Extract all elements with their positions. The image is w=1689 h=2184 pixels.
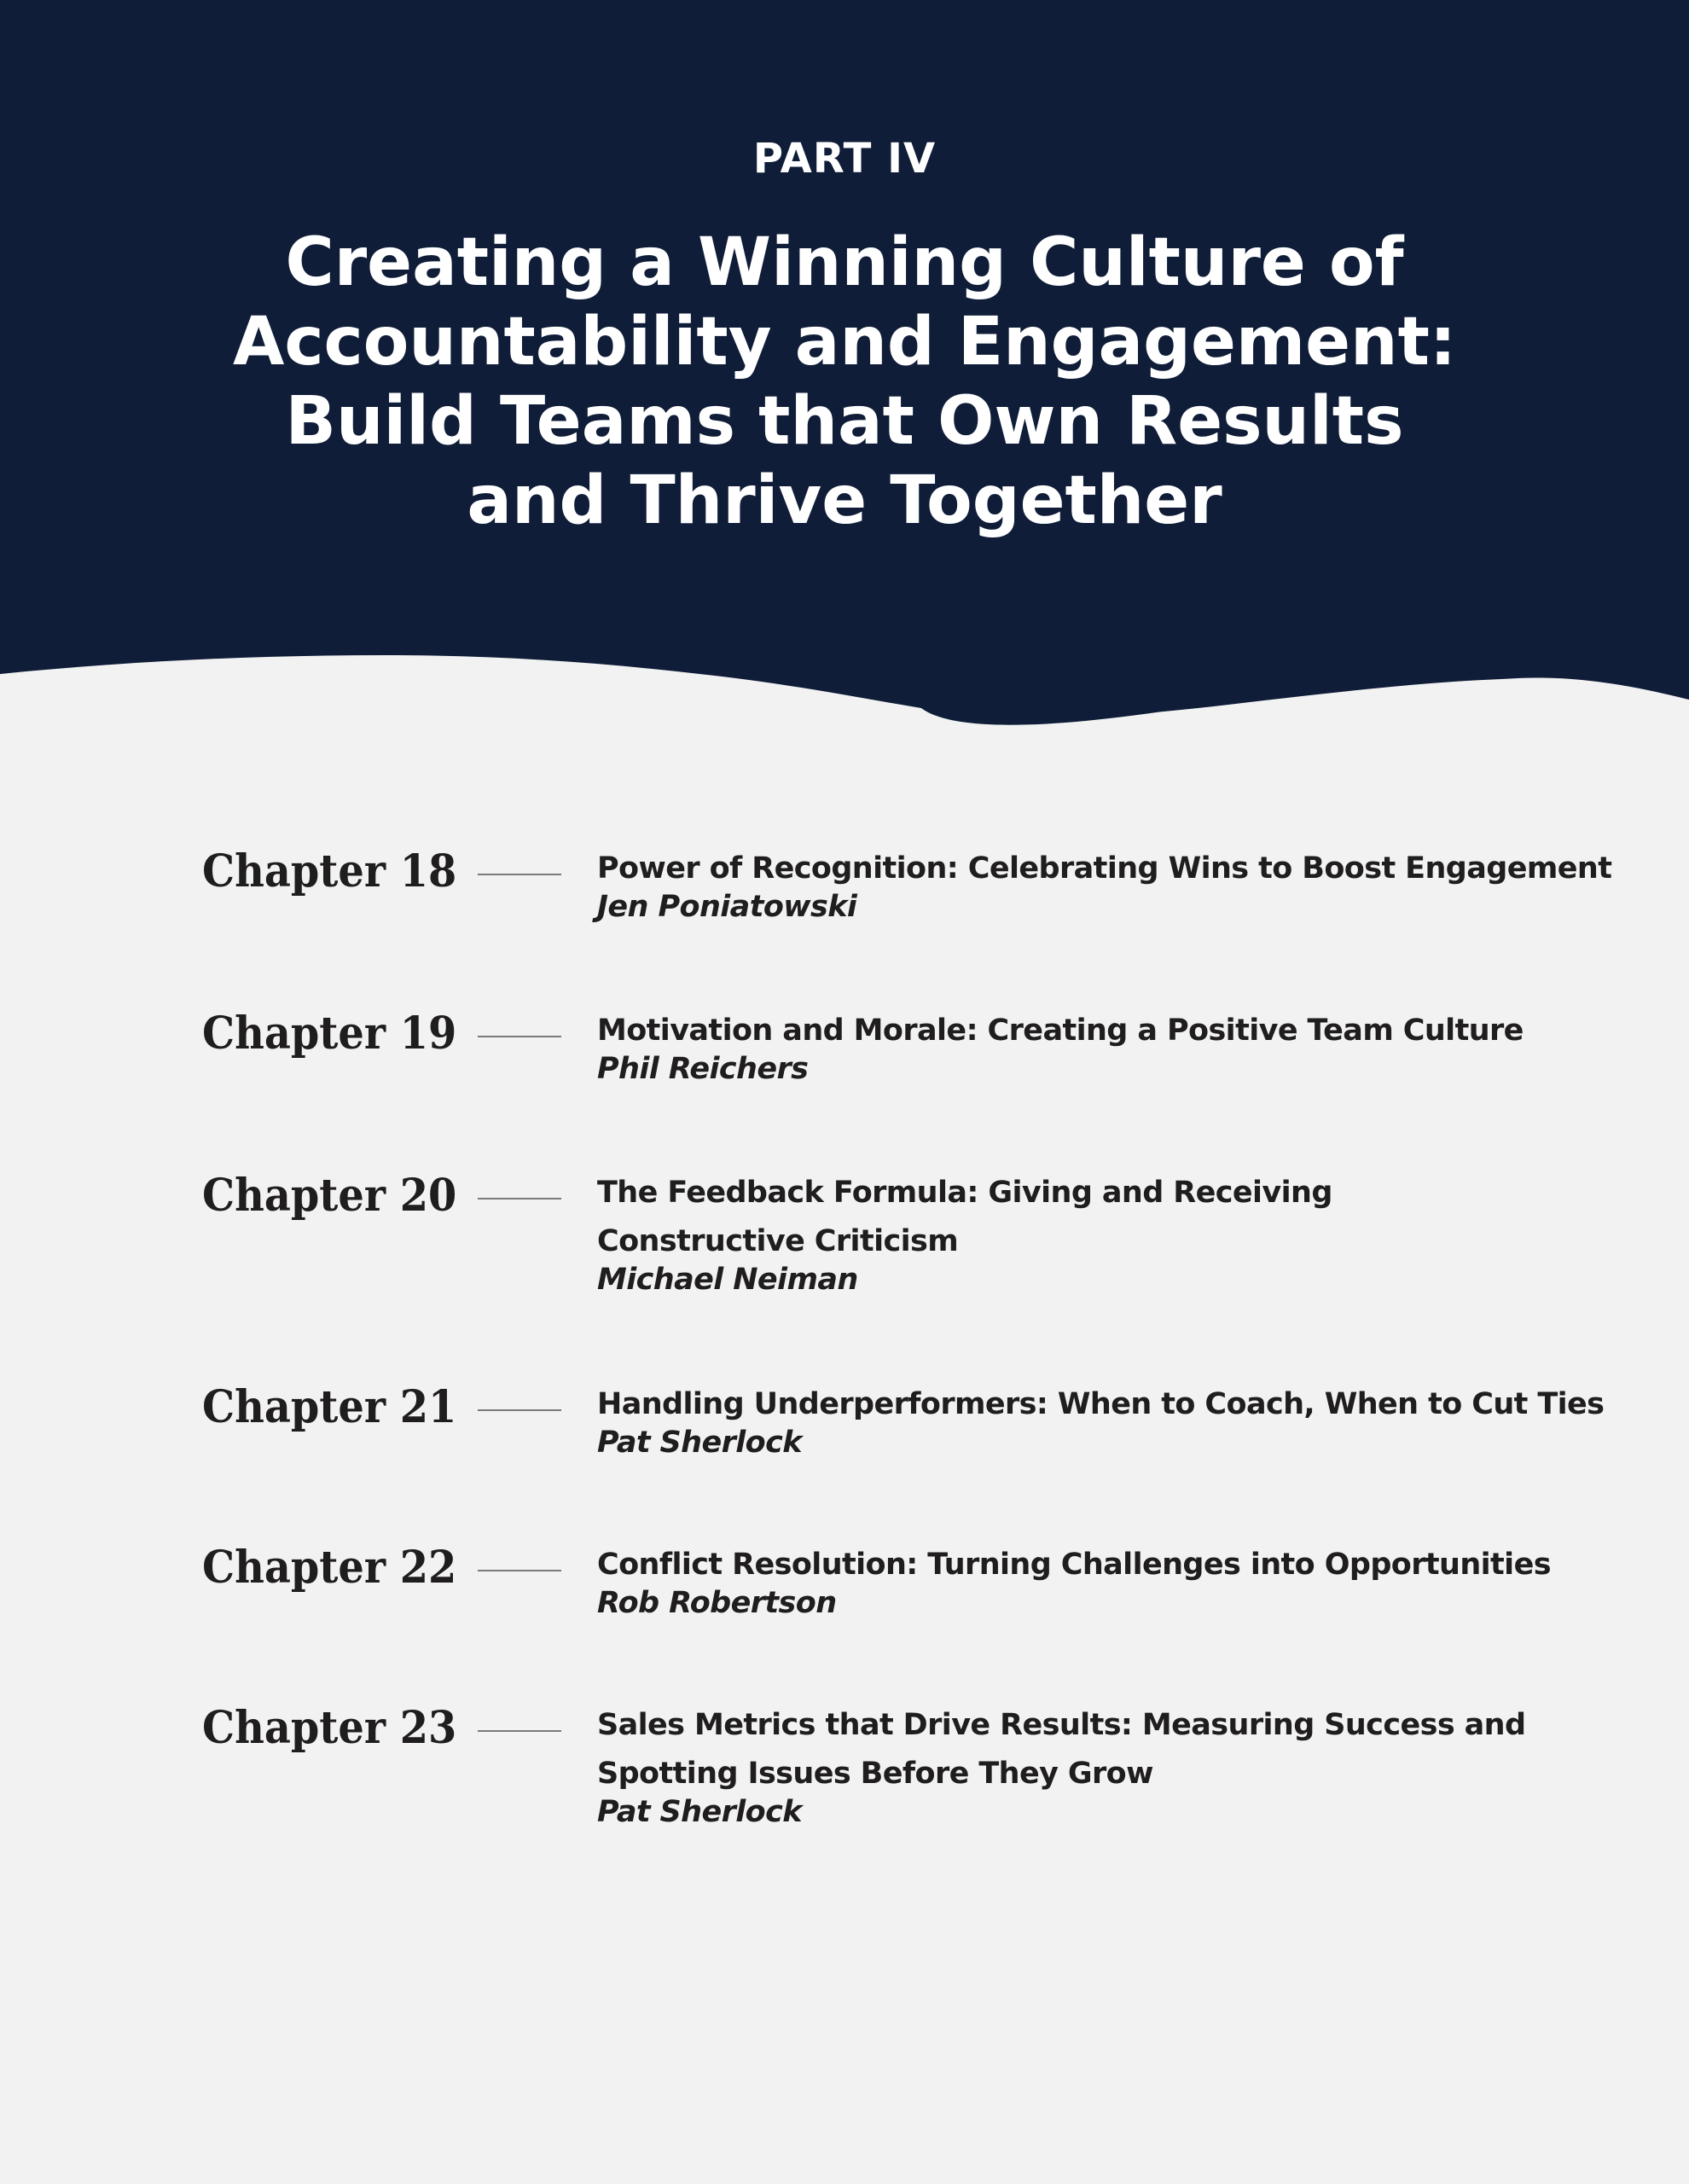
chapter-label: Chapter 21	[202, 1381, 457, 1433]
chapter-title-line: Conflict Resolution: Turning Challenges into Opportunities	[597, 1548, 1551, 1582]
part-title-line: Creating a Winning Culture of	[285, 224, 1404, 301]
chapter-author: Phil Reichers	[597, 1052, 809, 1086]
connector-line	[478, 1198, 561, 1199]
connector-line	[478, 874, 561, 875]
part-header	[0, 0, 1689, 734]
chapter-label: Chapter 20	[202, 1170, 457, 1222]
part-title	[0, 224, 1689, 541]
chapter-title-line: Sales Metrics that Drive Results: Measuring Success and	[597, 1708, 1526, 1742]
chapter-title[interactable]	[597, 1169, 1621, 1266]
chapter-title[interactable]	[597, 1380, 1621, 1429]
chapter-title-line: Spotting Issues Before They Grow	[597, 1757, 1153, 1791]
chapter-label: Chapter 18	[202, 845, 457, 897]
chapter-title[interactable]	[597, 845, 1621, 893]
part-title-line: Accountability and Engagement:	[232, 304, 1457, 380]
chapter-author: Pat Sherlock	[597, 1426, 802, 1460]
chapter-title-line: Power of Recognition: Celebrating Wins to Boost Engagement	[597, 851, 1612, 886]
chapter-entry	[597, 1007, 1621, 1088]
chapter-entry	[597, 1541, 1621, 1622]
connector-line	[478, 1570, 561, 1571]
connector-line	[478, 1409, 561, 1411]
chapter-entry	[597, 1380, 1621, 1461]
chapter-title-line: Constructive Criticism	[597, 1224, 959, 1258]
chapter-entry	[597, 1169, 1621, 1298]
chapter-title-line: Motivation and Morale: Creating a Positive Team Culture	[597, 1014, 1524, 1048]
chapter-entry	[597, 1701, 1621, 1831]
chapter-author: Pat Sherlock	[597, 1795, 802, 1829]
part-title-line: Build Teams that Own Results	[285, 383, 1404, 460]
chapter-title[interactable]	[597, 1541, 1621, 1589]
chapter-label: Chapter 19	[202, 1008, 457, 1060]
chapter-label: Chapter 22	[202, 1542, 457, 1594]
chapter-title[interactable]	[597, 1701, 1621, 1798]
chapter-author: Michael Neiman	[597, 1263, 858, 1297]
part-title-line: and Thrive Together	[467, 462, 1222, 539]
chapter-title[interactable]	[597, 1007, 1621, 1055]
chapter-author: Jen Poniatowski	[597, 890, 857, 924]
chapter-title-line: The Feedback Formula: Giving and Receiving	[597, 1176, 1332, 1210]
connector-line	[478, 1036, 561, 1037]
chapter-author: Rob Robertson	[597, 1586, 837, 1620]
connector-line	[478, 1730, 561, 1732]
chapter-entry	[597, 845, 1621, 926]
chapter-title-line: Handling Underperformers: When to Coach, When to Cut Ties	[597, 1387, 1605, 1421]
chapter-label: Chapter 23	[202, 1702, 457, 1754]
part-label: PART IV	[752, 135, 937, 183]
